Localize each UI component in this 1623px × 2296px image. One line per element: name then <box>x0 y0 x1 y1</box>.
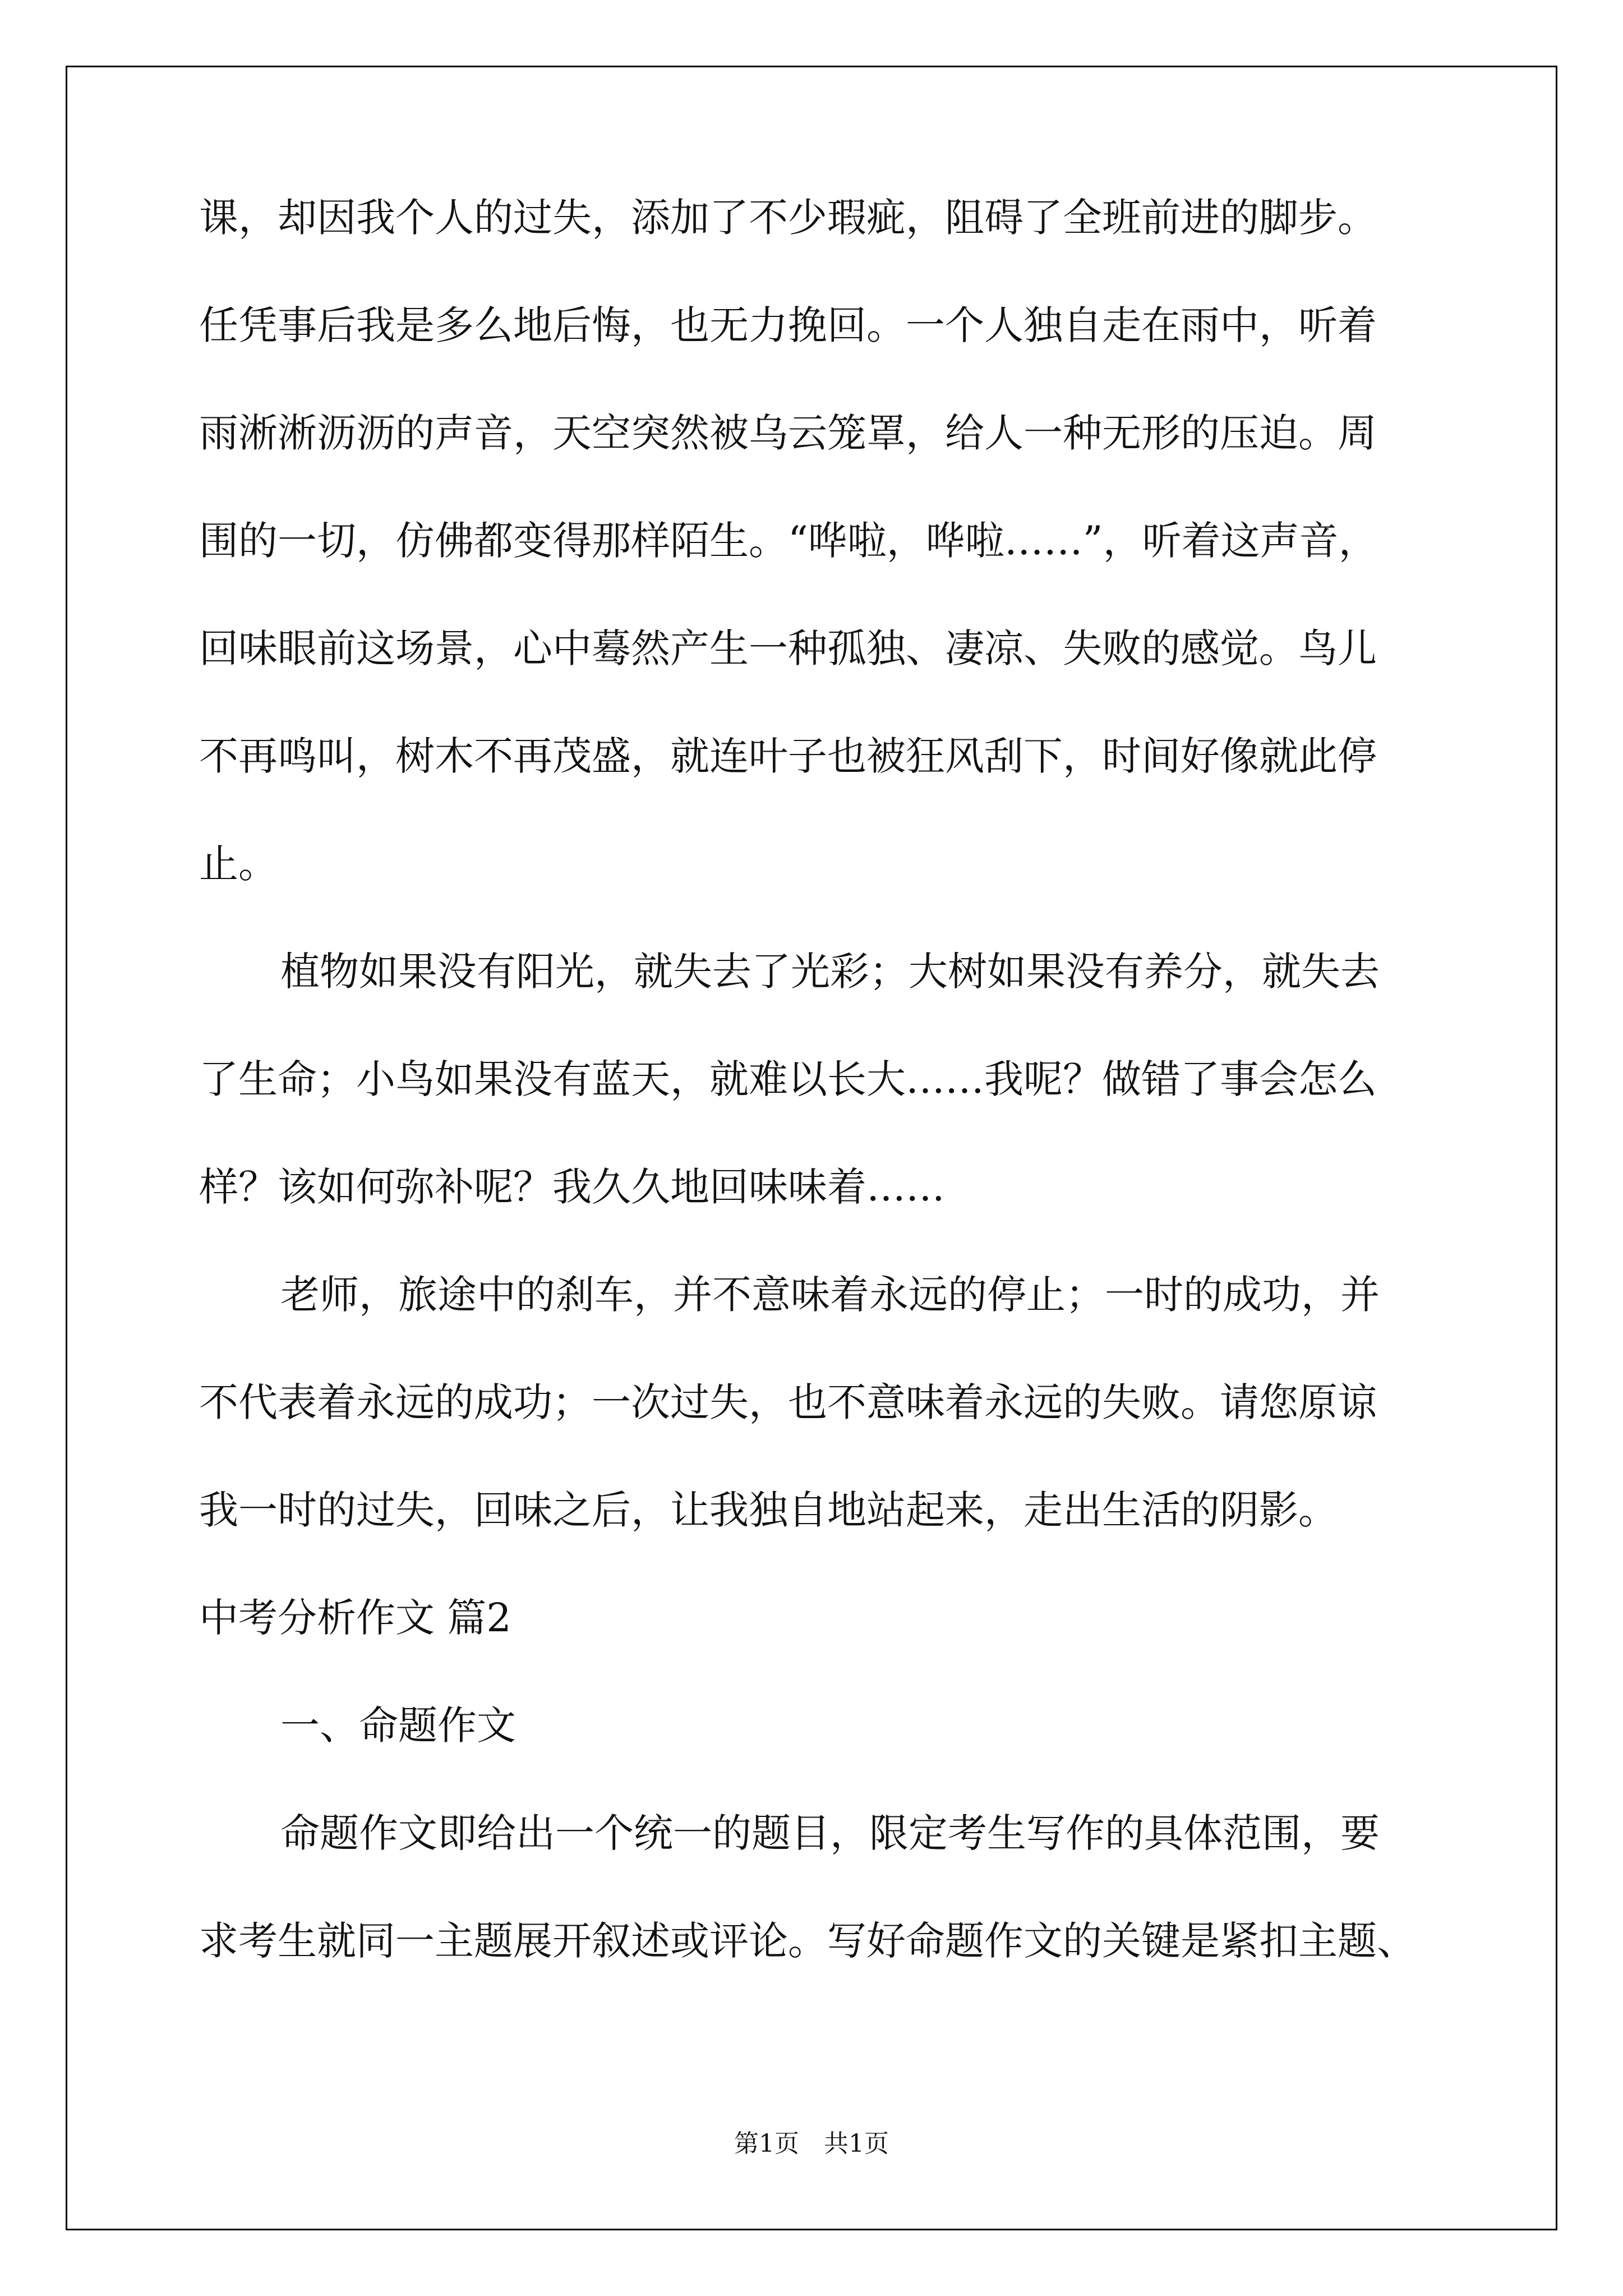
text-line: 课，却因我个人的过失，添加了不少瑕疵，阻碍了全班前进的脚步。 <box>199 195 1377 241</box>
text-line: 任凭事后我是多么地后悔，也无力挽回。一个人独自走在雨中，听着 <box>199 302 1377 348</box>
page-number-footer: 第1页 共1页 <box>734 2129 889 2158</box>
page-border <box>66 66 1557 2230</box>
text-line: 了生命；小鸟如果没有蓝天，就难以长大……我呢？做错了事会怎么 <box>199 1056 1377 1102</box>
text-line: 不再鸣叫，树木不再茂盛，就连叶子也被狂风刮下，时间好像就此停 <box>199 733 1377 779</box>
text-line: 雨淅淅沥沥的声音，天空突然被乌云笼罩，给人一种无形的压迫。周 <box>199 410 1377 456</box>
text-line: 围的一切，仿佛都变得那样陌生。“哗啦，哗啦……”，听着这声音， <box>199 518 1378 564</box>
text-line: 不代表着永远的成功；一次过失，也不意味着永远的失败。请您原谅 <box>199 1379 1377 1425</box>
text-line: 求考生就同一主题展开叙述或评论。写好命题作文的关键是紧扣主题、 <box>199 1918 1416 1964</box>
paragraph-start-line: 命题作文即给出一个统一的题目，限定考生写作的具体范围，要 <box>280 1810 1380 1856</box>
text-line: 我一时的过失，回味之后，让我独自地站起来，走出生活的阴影。 <box>199 1487 1338 1533</box>
paragraph-start-line: 植物如果没有阳光，就失去了光彩；大树如果没有养分，就失去 <box>280 949 1380 995</box>
subsection-heading: 一、命题作文 <box>280 1703 516 1749</box>
text-line: 样？该如何弥补呢？我久久地回味味着…… <box>199 1164 945 1210</box>
paragraph-start-line: 老师，旅途中的刹车，并不意味着永远的停止；一时的成功，并 <box>280 1272 1380 1318</box>
section-heading: 中考分析作文 篇2 <box>199 1595 511 1641</box>
text-line: 止。 <box>199 841 278 887</box>
text-line: 回味眼前这场景，心中蓦然产生一种孤独、凄凉、失败的感觉。鸟儿 <box>199 625 1377 671</box>
